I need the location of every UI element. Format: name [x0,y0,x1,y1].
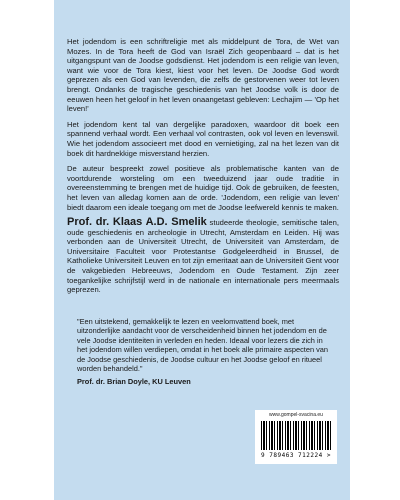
quote-source: Prof. dr. Brian Doyle, KU Leuven [77,377,191,387]
author-paragraph [67,218,339,295]
blurb-paragraph-3: De auteur bespreekt zowel positieve als problematische kanten van de voortdurende worsteling om een tweeduizend jaar oude traditie in overeenstemming te brengen met de huidige tijd. Ook de gebruiken, de feesten, het leven van alledag komen aan de orde. 'Jodendom, een religie van leven' biedt daarom een ideale toegang om met de Joodse leefwereld kennis te maken. [67,164,339,212]
author-name: Prof. dr. Klaas A.D. Smelik [67,216,207,229]
blurb-paragraph-1: Het jodendom is een schriftreligie met als middelpunt de Tora, de Wet van Mozes. In de Tora heeft de God van Israël Zich geopenbaard – dat is het uitgangspunt van de Joodse godsdienst. Het jodendom is een religie van leven, want wie voor de Tora kiest, kiest voor het leven. De Joodse God wordt geprezen als een God van levenden, die zelfs de gestorvenen weer tot leven brengt. Ondanks de tragische geschiedenis van het Joodse volk is door de eeuwen heen het geloof in het leven onaangetast gebleven: Lechajim — 'Op het leven!' [67,37,339,114]
blurb-text [67,37,339,301]
barcode [261,421,331,450]
publisher-website: www.gompel-svacina.eu [269,412,323,418]
quote-text: "Een uitstekend, gemakkelijk te lezen en veelomvattend boek, met uitzonderlijke aandacht voor de verscheidenheid binnen het jodendom en de vele Joodse identiteiten in verleden en heden. Ideaal voor lezers die zich in het jodendom willen verdiepen, omdat in het boek alle primaire aspecten van de Joodse geschiedenis, de Joodse cultuur en het Joodse geloof en ritueel worden behandeld." [77,317,329,374]
blurb-paragraph-2: Het jodendom kent tal van dergelijke paradoxen, waardoor dit boek een spannend verhaal wordt. Een verhaal vol contrasten, ook vol leven en levenswil. Wie het jodendom associeert met dood en vernietiging, zal na het lezen van dit boek dit hardnekkige misverstand herzien. [67,119,339,158]
author-bio: studeerde theologie, semitische talen, oude geschiedenis en archeologie in Utrecht, Amsterdam en Leiden. Hij was verbonden aan de Universiteit Utrecht, de Universiteit van Amsterdam, de Universitaire Faculteit voor Protestantse Godgeleerdheid in Brussel, de Katholieke Universiteit Leuven en tot zijn emeritaat aan de Universiteit Gent voor de vakgebieden Hebreeuws, Jodendom en Oude Testament. Zijn zeer toegankelijke schrijfstijl werd in de nationale en internationale pers meermaals geprezen. [67,218,339,295]
isbn-number: 9 789463 712224 > [261,452,331,459]
review-quote [77,317,331,387]
barcode-box [255,410,337,464]
